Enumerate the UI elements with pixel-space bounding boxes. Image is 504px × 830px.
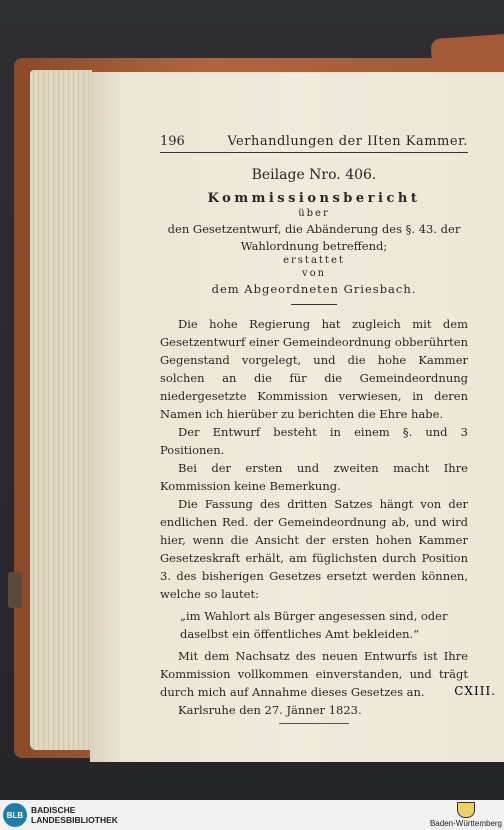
running-header: [160, 134, 468, 153]
book-clasp: [8, 572, 22, 608]
paragraph-2: Der Entwurf besteht in einem §. und 3 Positionen.: [160, 425, 468, 457]
signature-mark: CXIII.: [454, 684, 496, 698]
page-number: 196: [160, 134, 185, 149]
ueber-label: über: [298, 208, 330, 219]
beilage-number: Beilage Nro. 406.: [251, 167, 377, 183]
running-title: Verhandlungen der IIten Kammer.: [227, 134, 468, 149]
date-line: Karlsruhe den 27. Jänner 1823.: [178, 703, 362, 717]
subject-line-2: Wahlordnung betreffend;: [240, 239, 388, 253]
footer-bar: [0, 800, 504, 830]
library-name-line-2: LANDESBIBLIOTHEK: [31, 815, 118, 825]
subject-line-1: den Gesetzentwurf, die Abänderung des §. 43. der: [167, 222, 461, 236]
library-name-line-1: BADISCHE: [31, 805, 76, 815]
page-content: [160, 134, 468, 730]
author-line: dem Abgeordneten Griesbach.: [211, 282, 417, 296]
section-divider: [291, 304, 337, 305]
paragraph-4: Die Fassung des dritten Satzes hängt von der endlichen Red. der Gemeindeordnung ab, und wird hier, wenn die Ansicht der ersten hohen Kammer Gesetzeskraft erhält, am füglichsten durch Position 3. des bisherigen Gesetzes ersetzt werden können, welche so lautet:: [160, 497, 468, 601]
closing-rule: [279, 723, 349, 724]
quoted-position: „im Wahlort als Bürger angesessen sind, oder daselbst ein öffentliches Amt bekleiden.“: [180, 609, 448, 641]
blb-logo-icon[interactable]: BLB: [3, 803, 27, 827]
report-heading: Kommissionsbericht: [207, 191, 421, 206]
book-page: [90, 72, 504, 762]
paragraph-3: Bei der ersten und zweiten macht Ihre Kommission keine Bemerkung.: [160, 461, 468, 493]
crest-icon: [457, 802, 475, 818]
paragraph-1: Die hohe Regierung hat zugleich mit dem Gesetzentwurf einer Gemeindeordnung obberührten Gegenstand vorgelegt, und die hohe Kammer solchen an die für die Gemeindeordnung niedergesetzte Kommission verwiesen, in deren Namen ich hierüber zu berichten die Ehre habe.: [160, 317, 468, 421]
region-logo[interactable]: [430, 802, 502, 828]
library-name[interactable]: [31, 805, 118, 825]
von-label: von: [301, 268, 327, 279]
erstattet-label: erstattet: [283, 255, 345, 266]
region-name: Baden-Württemberg: [429, 819, 502, 828]
page-edges: [30, 70, 92, 750]
closing-paragraph: Mit dem Nachsatz des neuen Entwurfs ist Ihre Kommission vollkommen einverstanden, und trägt durch mich auf Annahme dieses Gesetzes an.: [160, 649, 468, 699]
